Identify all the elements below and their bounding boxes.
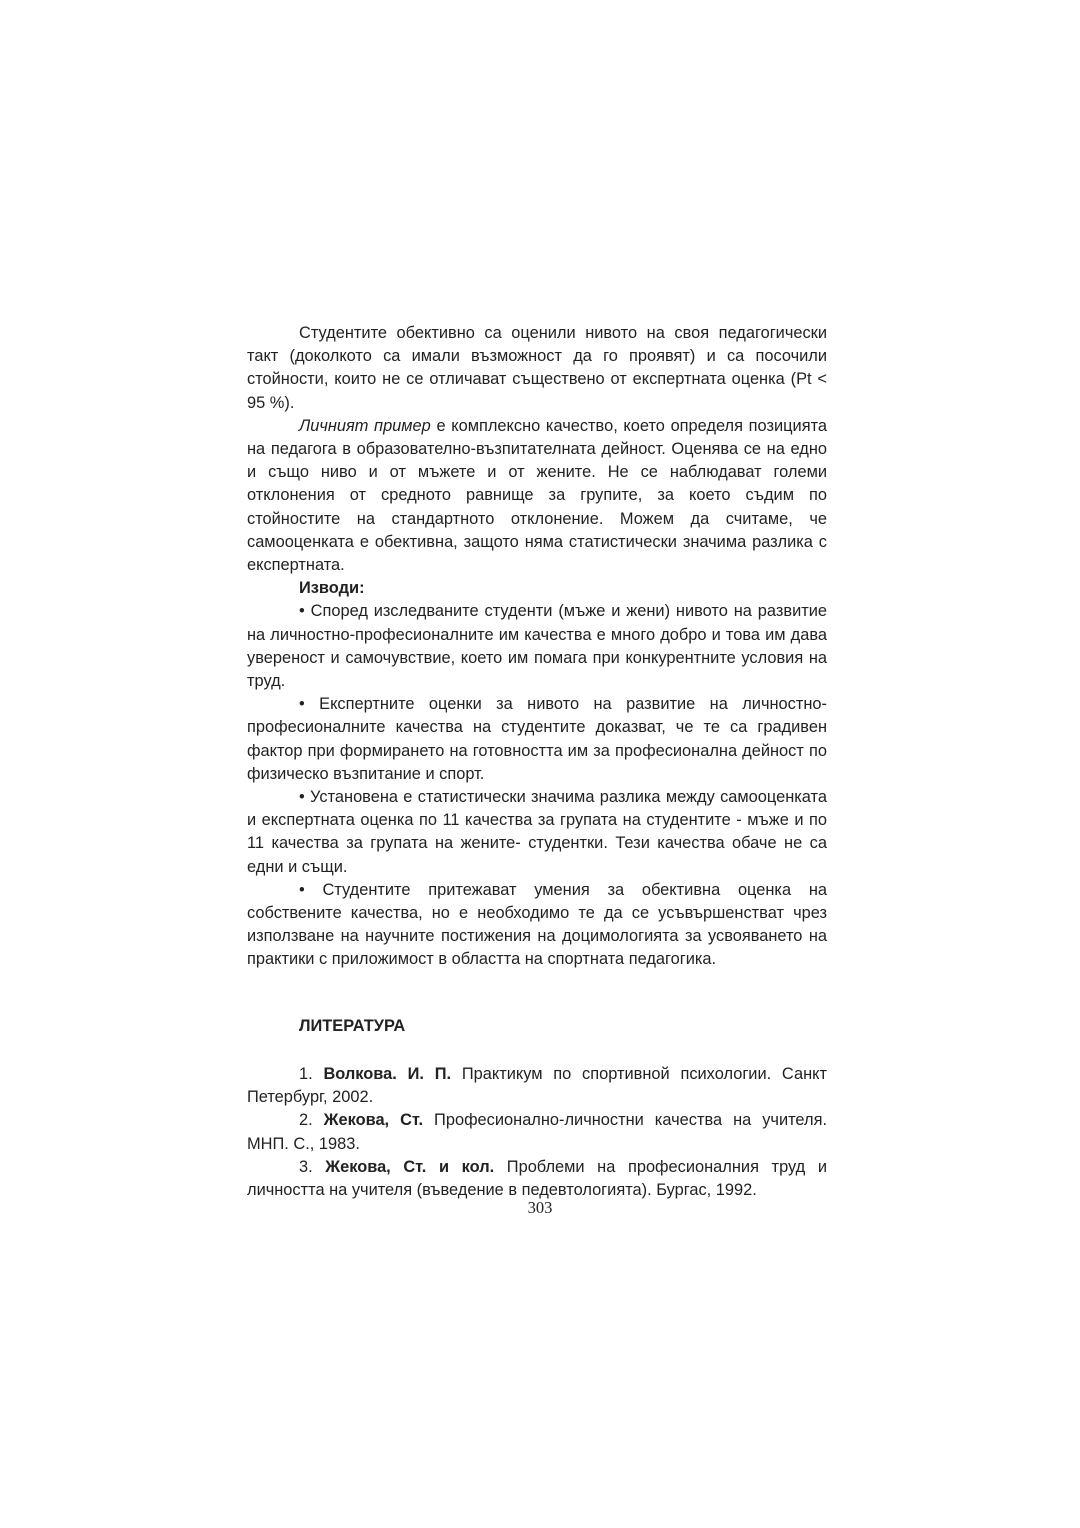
literature-heading: ЛИТЕРАТУРА [299,1016,406,1035]
reference-author: Жекова, Ст. и кол. [325,1157,495,1176]
reference-details: Практикум по спортивной психологии. Санкт Петербург, 2002. [247,1064,827,1107]
reference-number: 3. [299,1157,326,1176]
personal-example-term: Личният пример [299,416,431,435]
page-number: 303 [527,1198,553,1217]
paragraph-pedagogical-tact: Студентите обективно са оценили нивото на своя педагогически такт (доколкото са имали възможност да го проявят) и са посочили стойности, които не се отличават съществено от експертната оценка (Pt < 95 %). [247,324,827,412]
reference-author: Жекова, Ст. [323,1111,424,1130]
reference-author: Волкова. И. П. [323,1064,452,1083]
reference-number: 2. [299,1111,324,1130]
reference-1 [247,1063,827,1109]
spacer [247,1038,827,1063]
reference-3 [247,1156,827,1202]
reference-2 [247,1109,827,1155]
conclusion-bullet-1: • Според изследваните студенти (мъже и жени) нивото на развитие на личностно-професионалните им качества е много добро и това им дава увереност и самочувствие, което им помага при конкурентните условия на труд. [247,602,827,691]
paragraph-personal-example [247,415,827,577]
conclusions-heading: Изводи: [299,579,365,598]
conclusion-bullet-4: • Студентите притежават умения за обективна оценка на собствените качества, но е необходимо те да се усъвършенстват чрез използване на научните постижения на доцимологията за усвояването на практики с приложимост в областта на спортната педагогика. [247,880,827,969]
conclusion-bullet-3: • Установена е статистически значима разлика между самооценката и експертната оценка по 11 качества за групата на студентите - мъже и по 11 качества за групата на жените- студентки. Тези качества обаче не са едни и същи. [247,788,827,876]
spacer [247,972,827,1015]
reference-details: Професионално-личностни качества на учителя. МНП. С., 1983. [247,1111,827,1153]
conclusion-bullet-2: • Експертните оценки за нивото на развитие на личностно-професионалните качества на студентите доказват, че те са градивен фактор при формирането на готовността им за професионална дейност по физическо възпитание и спорт. [247,695,827,783]
reference-details: Проблеми на професионалния труд и личността на учителя (въведение в педевтологията). Бургас, 1992. [247,1157,827,1199]
personal-example-text: е комплексно качество, което определя позицията на педагога в образователно-възпитателната дейност. Оценява се на едно и също ниво и от мъжете и от жените. Не се наблюдават големи отклонения от средното равнище за групите, за което съдим по стойностите на стандартното отклонение. Можем да считаме, че самооценката е обективна, защото няма статистически значима разлика с експертната. [247,416,828,575]
main-text [247,322,827,1202]
reference-number: 1. [299,1064,324,1083]
